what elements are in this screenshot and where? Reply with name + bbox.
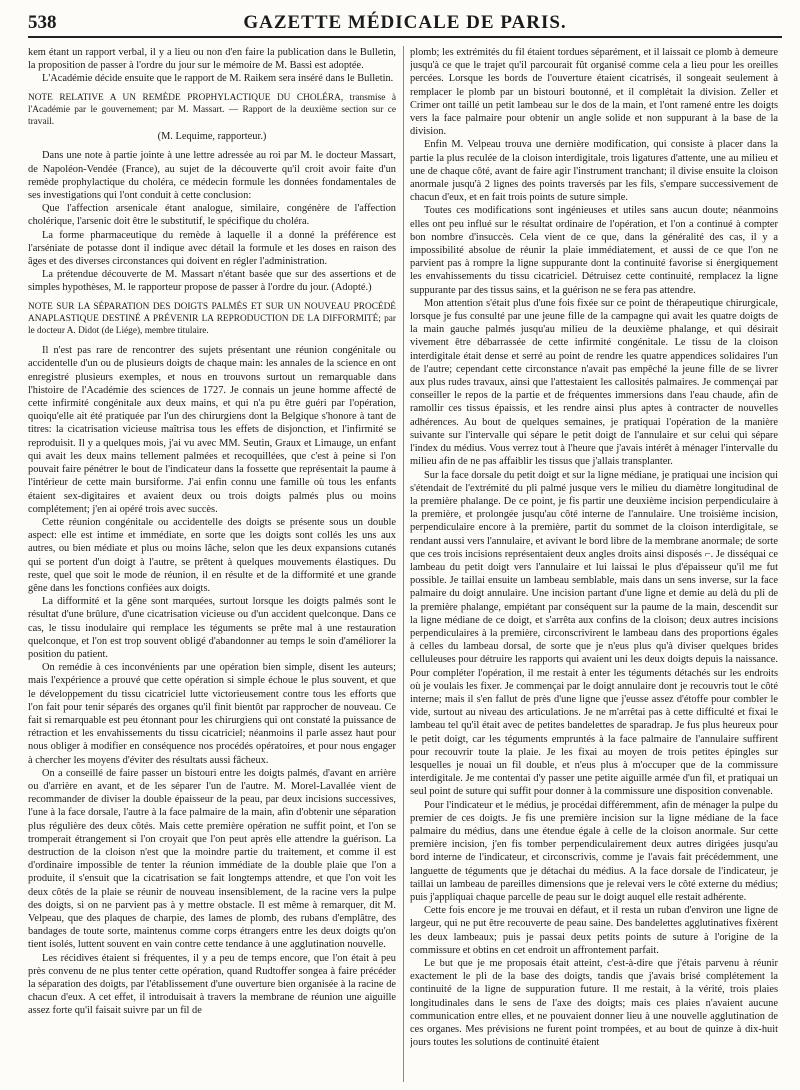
paragraph: Enfin M. Velpeau trouva une dernière modification, qui consiste à placer dans la partie la plus reculée de la cloison interdigitale, trois ligatures d'attente, une au milieu et une de chaque côté, avant de faire agir l'instrument tranchant; il divise ensuite la cloison anormale jusqu'à 2 lignes des points traversés par les fils, s'empare successivement de chacun d'eux, et en fait trois points de suture simple. [410,139,778,204]
paragraph: Que l'affection arsenicale étant analogue, similaire, congénère de l'affection cholérique, l'arsenic doit être le substitutif, le spécifique du choléra. [28,203,396,228]
paragraph: Mon attention s'était plus d'une fois fixée sur ce point de thérapeutique chirurgicale, lorsque je fus consulté par une jeune fille de la campagne qui avait les quatre doigts de la main gauche palmés jusqu'au milieu de la deuxième phalange, et qui désirait vivement être débarrassée de cette infirmité congénitale. Le tissu de la cloison interdigitale était dense et serré au point de rendre les quatre appendices solidaires l'un de l'autre; cependant cette circonstance n'avait pas empêché la jeune fille de se livrer aux plus rudes travaux, ainsi que l'attestaient les callosités palmaires. Je commençai par conseiller le repos de la partie et de fréquentes immersions dans l'eau chaude, afin de ramollir ces tissus épaissis, et les rendre ainsi plus aptes à contracter de nouvelles adhérences. Au bout de quelques semaines, je pratiquai l'opération de la manière suivante sur l'intervalle qui sépare le petit doigt de l'annulaire et sur celui qui sépare l'index du médius. Vous verrez tout à l'heure que j'avais intérêt à ménager l'intervalle du milieu afin de ne pas affaiblir les tissus que j'allais transplanter. [410,297,778,468]
left-column [28,46,396,1082]
page-number: 538 [28,12,57,33]
paragraph: La difformité et la gêne sont marquées, surtout lorsque les doigts palmés sont le résultat d'une brûlure, d'une cicatrisation vicieuse ou d'un accident quelconque. Dans ce cas, le tissu inodulaire qui remplace les téguments se prête mal à une restauration quelconque, et l'on est trop souvent obligé d'abandonner au temps le soin d'améliorer la position du patient. [28,596,396,660]
spacer [28,337,396,344]
paragraph: Pour l'indicateur et le médius, je procédai différemment, afin de ménager la pulpe du premier de ces doigts. Je fis une première incision sur la ligne médiane de la face palmaire du médius, dans une étendue égale à celle de la cloison anormale. Sur cette première incision, j'en fis tomber perpendiculairement deux autres dirigées jusqu'au bord interne de l'indicateur, et circonscrivis, comme je l'avais fait précédemment, une languette de téguments que je détachai du médius. A la face dorsale de l'indicateur, je taillai un lambeau de pareilles dimensions que je relevai vers le côté externe du médius; puis j'appliquai chaque parcelle de peau sur le doigt auquel elle restait adhérente. [410,799,778,903]
page-header [28,8,782,38]
paragraph: L'Académie décide ensuite que le rapport de M. Raikem sera inséré dans le Bulletin. [42,73,394,85]
rapporteur-line: (M. Lequime, rapporteur.) [157,131,267,143]
paragraph: plomb; les extrémités du fil étaient tordues séparément, et il laissait ce plomb à demeure jusqu'à ce que le trajet qu'il parcourait fût organisé comme cela a lieu pour les oreilles percées. Lorsque les bords de l'ouverture étaient cicatrisés, il songeait seulement à remplacer le plomb par un bistouri boutonné, et il complétait la division. Zeller et Crimer ont taillé un petit lambeau sur le dos de la main, et l'ont ramené entre les doigts vers la face palmaire pour obtenir un angle solide et non suppurant à la base de la division. [410,47,778,138]
paragraph: Les récidives étaient si fréquentes, il y a peu de temps encore, que l'on était à peu près convenu de ne plus tenter cette opération, quand Rudtoffer songea à faire précéder la séparation des doigts, par l'établissement d'une ouverture bien organisée à la racine de chacun d'eux. A cet effet, il introduisait à travers la membrane de réunion une aiguille assez forte qu'il faisait suivre par un fil de [28,952,396,1017]
paragraph: Dans une note à partie jointe à une lettre adressée au roi par M. le docteur Massart, de Napoléon-Vendée (France), au sujet de la découverte qu'il croit avoir faite d'un remède prophylactique du choléra, ce médecin formule les données fondamentales de ses investigations qui l'ont conduit à cette conclusion: [28,150,396,202]
column-divider [403,46,404,1082]
journal-title: GAZETTE MÉDICALE DE PARIS. [243,12,567,33]
paragraph: Le but que je me proposais était atteint, c'est-à-dire que j'étais parvenu à réunir exactement le pli de la base des doigts, tandis que j'avais brisé complétement la continuité de la ligne de suppuration future. Il me restait, à la vérité, trois plaies longitudinales dans le sens de l'axe des doigts; mais ces plaies n'avaient aucune communication entre elles, et ne pouvaient donner lieu à une nouvelle agglutination de ces organes. Mes prévisions ne furent point trompées, et au bout de quinze à dix-huit jours toutes les solutions de continuité étaient [410,958,778,1049]
paragraph: On remédie à ces inconvénients par une opération bien simple, disent les auteurs; mais l'expérience a prouvé que cette opération si simple échoue le plus souvent, et que le développement du tissu cicatriciel lutte victorieusement contre tous les efforts que l'on fait pour tenir séparés des organes qu'il finit bientôt par rapprocher de nouveau. Ce fait si remarquable est peu étonnant pour les chirurgiens qui ont constaté la puissance de rétraction et les envahissements du tissu cicatriciel; néanmoins il parle assez haut pour nous obliger à modifier en conséquence nos procédés opératoires, et pour nous engager à chercher les moyens d'éviter des résultats aussi fâcheux. [28,662,396,766]
paragraph: La prétendue découverte de M. Massart n'étant basée que sur des assertions et de simples hypothèses, M. le rapporteur propose de passer à l'ordre du jour. (Adopté.) [28,269,396,294]
paragraph: Cette fois encore je me trouvai en défaut, et il resta un ruban d'environ une ligne de largeur, qui ne put être recouverte de peau saine. Des bandelettes agglutinatives fixèrent les deux lambeaux; puis je passai deux petits points de suture à l'origine de la commissure et obtins en cet endroit un affrontement parfait. [410,905,778,956]
paragraph: On a conseillé de faire passer un bistouri entre les doigts palmés, d'avant en arrière ou d'arrière en avant, et de les séparer l'un de l'autre. M. Morel-Lavallée vient de recommander de diviser la double épaisseur de la peau, par deux incisions successives, l'une à la face dorsale, l'autre à la face palmaire de la main, afin d'obtenir une séparation plus régulière des deux côtés. Mais cette première opération ne suffit point, et l'on se tromperait étrangement si l'on croyait que l'on peut après elle attendre la guérison. La destruction de la cloison n'est que la moindre partie du traitement, et comme il est d'ordinaire impossible de tenter la réunion immédiate de la double plaie que l'on a produite, il s'ensuit que la cicatrisation se fait longtemps attendre, et que l'on voit les deux côtés de la plaie se réunir de nouveau insensiblement, de la racine vers la pulpe des doigts, si on ne parvient pas à y mettre obstacle. Il est même à remarquer, dit M. Velpeau, que des plaques de charpie, des lames de plomb, des rubans d'emplâtre, des bandages de toute sorte, maintenus comme corps étrangers entre les deux doigts qu'on tient isolés, luttent souvent en vain contre cette tendance à une agglutination nouvelle. [28,767,396,951]
paragraph: Cette réunion congénitale ou accidentelle des doigts se présente sous un double aspect: elle est intime et immédiate, en sorte que les doigts sont collés les uns aux autres, ou bien médiate et plus ou moins lâche, selon que les deux expansions cutanés qui se portent d'un doigt à l'autre, se prêtent à quelques mouvements élastiques. Du reste, quel que soit le mode de réunion, il en résulte et de la difformité et une grande gêne dans les fonctions confiées aux doigts. [28,516,396,594]
paragraph: La forme pharmaceutique du remède à laquelle il a donné la préférence est l'arséniate de potasse dont il indique avec détail la formule et les doses en raison des âges et des diverses circonstances qui doivent en régler l'administration. [28,229,396,268]
paragraph: kem étant un rapport verbal, il y a lieu ou non d'en faire la publication dans le Bulletin, la proposition de passer à l'ordre du jour sur le mémoire de M. Bassi est adoptée. [28,47,396,72]
paragraph: Toutes ces modifications sont ingénieuses et utiles sans aucun doute; néanmoins elles ont peu influé sur le résultat ordinaire de l'opération, et l'on a continué à compter bon nombre d'insuccès. Cela vient de ce que, dans la généralité des cas, il y a impossibilité absolue de réunir la plaie immédiatement, et aussi de ce que l'on ne parvient pas à rompre la ligne suppurante dont la continuité favorise si énergiquement les envahissements du tissu cicatriciel. Détruisez cette continuité, remplacez la ligne suppurante par des tissus sains, et la guérison ne se fera pas attendre. [410,205,778,296]
section-heading: NOTE RELATIVE A UN REMÈDE PROPHYLACTIQUE DU CHOLÉRA, transmise à l'Académie par le gouvernement; par M. Massart. — Rapport de la deuxième section sur ce travail. [28,92,396,128]
paragraph: Sur la face dorsale du petit doigt et sur la ligne médiane, je pratiquai une incision qui s'étendait de l'extrémité du pli palmé jusque vers le milieu du diamètre longitudinal de la première phalange. De ce point, je fis partir une deuxième incision perpendiculaire à la première, et prolongée jusqu'au côté interne de l'annulaire. Une troisième incision, perpendiculaire encore à la première, partit du sommet de la cloison interdigitale, se rendant aussi vers l'annulaire, et avivant le bord libre de la membrane anormale; de sorte que ces trois incisions représentaient deux angles droits ainsi disposés ⌐. Je disséquai ce lambeau du petit doigt vers l'annulaire et lui laissai le plus d'épaisseur qu'il me fut possible. Je taillai ensuite un lambeau semblable, mais dans un sens inverse, sur la face palmaire du doigt annulaire. Une incision partant d'une ligne et demie au delà du pli de la première phalange, empiétant par conséquent sur la paume de la main, descendit sur la ligne médiane de ce doigt, et s'arrêta aux confins de la cloison; deux autres incisions perpendiculaires à la première, circonscrivirent le lambeau dans des proportions égales à celles du lambeau dorsal, de sorte que je n'eus plus qu'à diviser quelques brides celluleuses pour détruire les rapports qui avaient uni les deux doigts depuis la naissance. Pour compléter l'opération, il me restait à enter les téguments détachés sur les endroits où je voulais les fixer. Je commençai par le doigt annulaire dont je recouvris tout le côté interne; mais il s'en fallut de près d'une ligne que j'eusse assez d'étoffe pour combler le vide, surtout au niveau des articulations. Je ne m'arrêtai pas à cette difficulté et fixai le lambeau tel qu'il était avec de petites bandelettes de sparadrap. Je fus plus heureux pour le petit doigt, car les téguments empruntés à la face palmaire de l'annulaire suffirent pour recouvrir toute la plaie. Je les fixai au moyen de trois petites épingles sur lesquelles je nouai un fil double, et n'eus plus à m'occuper que de la commissure interdigitale. Je me contentai d'y passer une petite aiguille armée d'un fil, et pratiquai un seul point de suture qui suffit pour donner à la commissure une disposition convenable. [410,469,778,798]
section-heading: NOTE SUR LA SÉPARATION DES DOIGTS PALMÉS ET SUR UN NOUVEAU PROCÉDÉ ANAPLASTIQUE DESTINÉ A PRÉVENIR LA REPRODUCTION DE LA DIFFORMITÉ; par le docteur A. Didot (de Liége), membre titulaire. [28,301,396,337]
right-column [410,46,778,1082]
paragraph: Il n'est pas rare de rencontrer des sujets présentant une réunion congénitale ou accidentelle d'un ou de plusieurs doigts de chaque main: les annales de la science en ont enregistré plusieurs exemples, et nous en trouvons surtout un remarquable dans l'histoire de l'Académie des sciences de 1727. Je connais un jeune homme affecté de cette infirmité congénitale aux deux mains, et qui n'a pu être guéri par l'opération, quoiqu'elle ait été pratiquée par l'un des chirurgiens dont la Belgique s'honore à tant de titres: la cicatrisation vicieuse maîtrisa tous les effets de disjonction, et l'infirmité se reproduisit. Il y a quelques mois, j'ai vu avec MM. Seutin, Graux et Limauge, un enfant qui avait les deux mains tellement palmées et recoquillées, que c'est à peine si l'on pouvait faire pénétrer le bout de l'indicateur dans la fossette que représentait la paume à l'intérieur de cette main bursiforme. J'ai enfin connu une famille où tous les enfants étaient sex-digitaires et avaient deux ou trois doigts palmés plus ou moins complétement; j'en ai opéré trois avec succès. [28,345,396,515]
